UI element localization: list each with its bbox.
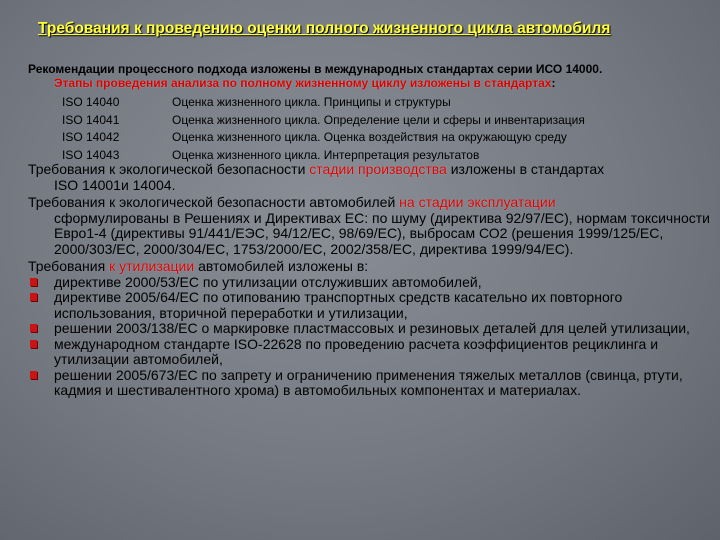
- standard-desc: Оценка жизненного цикла. Оценка воздействия на окружающую среду: [172, 130, 567, 144]
- operation-paragraph: [28, 195, 712, 257]
- production-pre: Требования к экологической безопасности: [28, 161, 310, 177]
- standard-code: ISO 14041: [62, 112, 120, 127]
- standard-code: ISO 14042: [62, 130, 120, 144]
- standard-desc: Оценка жизненного цикла. Принципы и структуры: [172, 95, 451, 109]
- bullet-square-icon: [30, 340, 37, 348]
- recycling-list: [28, 275, 712, 399]
- standards-table: [62, 94, 585, 164]
- operation-red: на стадии эксплуатации: [399, 194, 556, 210]
- production-red: стадии производства: [309, 161, 447, 177]
- list-item-text: директиве 2000/53/ЕС по утилизации отслуживших автомобилей,: [54, 273, 482, 290]
- bullet-square-icon: [30, 278, 37, 286]
- standard-desc: Оценка жизненного цикла. Интерпретация результатов: [172, 147, 480, 162]
- production-paragraph: [28, 162, 712, 193]
- recycling-pre: Требования: [28, 258, 110, 274]
- intro-line-1: Рекомендации процессного подхода изложены в международных стандартах серии ИСО 14000.: [28, 62, 603, 76]
- recycling-red: к утилизации: [109, 258, 195, 274]
- list-item: [28, 368, 712, 399]
- list-item-text: директиве 2005/64/ЕС по отипованию транспортных средств касательно их повторного использования, вторичной переработки и утилизации,: [54, 289, 623, 321]
- list-item-text: решении 2003/138/ЕС о маркировке пластмассовых и резиновых деталей для целей утилизации,: [54, 320, 690, 336]
- recycling-post: автомобилей изложены в:: [194, 258, 369, 274]
- list-item: [28, 290, 712, 321]
- intro-line-2: [28, 76, 718, 90]
- operation-rest: сформулированы в Решениях и Директивах ЕС: по шуму (директива 92/97/ЕС), нормам токсичности Евро1-4 (директивы 91/441/ЕЭС, 94/12/ЕС, 98/69/ЕС), выбросам СО2 (решения 1999/125/ЕС, 2000/303/ЕС, 2000/304/ЕС, 1753/2000/ЕС, 2002/358/ЕС, директива 1999/94/ЕС).: [54, 209, 710, 257]
- intro-red-text: Этапы проведения анализа по полному жизненному циклу изложены в стандартах: [54, 76, 552, 90]
- production-line-2: ISO 14001и 14004.: [54, 176, 176, 193]
- slide-title: Требования к проведению оценки полного жизненного цикла автомобиля: [38, 20, 611, 37]
- operation-pre: Требования к экологической безопасности автомобилей: [28, 194, 400, 210]
- bullet-square-icon: [30, 293, 37, 301]
- standard-row: [62, 112, 585, 130]
- bullet-square-icon: [30, 324, 37, 332]
- intro-colon: :: [551, 76, 556, 90]
- bullet-square-icon: [30, 371, 37, 379]
- list-item: [28, 275, 712, 291]
- standard-desc: Оценка жизненного цикла. Определение цели и сферы и инвентаризация: [172, 112, 585, 127]
- standard-row: [62, 129, 585, 147]
- body-text: [28, 162, 712, 399]
- list-item-text: решении 2005/673/ЕС по запрету и ограничению применения тяжелых металлов (свинца, ртути, кадмия и шестивалентного хрома) в автомобильных компонентах и материалах.: [54, 366, 683, 398]
- standard-code: ISO 14040: [62, 95, 120, 109]
- list-item: [28, 321, 712, 337]
- recycling-lead: [28, 259, 712, 275]
- standard-code: ISO 14043: [62, 147, 120, 162]
- production-post: изложены в стандартах: [446, 161, 605, 177]
- list-item-text: международном стандарте ISO-22628 по проведению расчета коэффициентов рециклинга и утилизации автомобилей,: [54, 335, 659, 367]
- list-item: [28, 337, 712, 368]
- intro-block: [28, 62, 718, 90]
- standard-row: [62, 94, 585, 112]
